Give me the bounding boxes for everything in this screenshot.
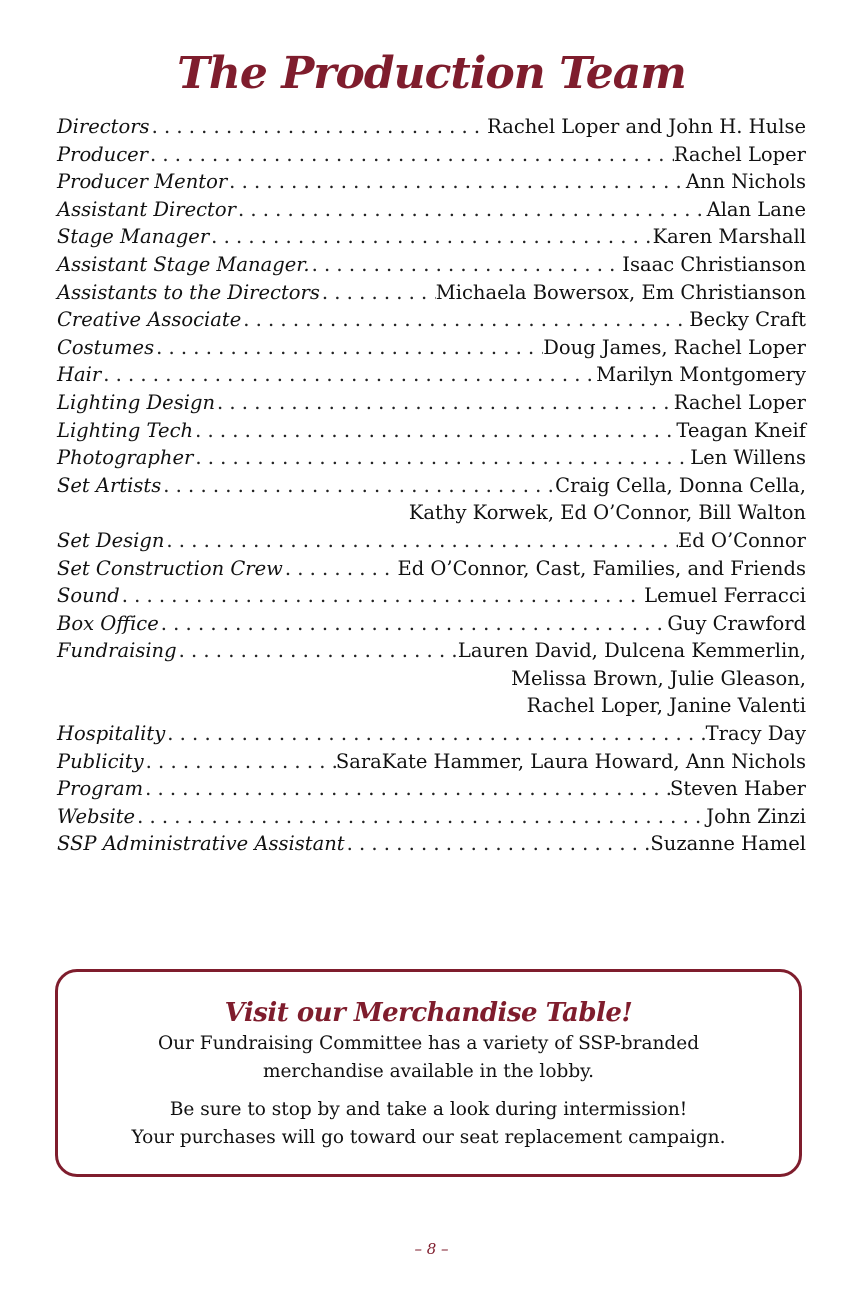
- credit-line-continued: [57, 692, 806, 720]
- credit-role: Assistant Director: [57, 197, 236, 221]
- credit-names: Kathy Korwek, Ed O’Connor, Bill Walton: [408, 501, 806, 525]
- credit-role: Stage Manager: [57, 225, 210, 249]
- credit-line: [57, 637, 806, 665]
- credit-role: Publicity: [57, 749, 144, 773]
- credit-names: Ed O’Connor: [678, 528, 806, 552]
- credit-role: Creative Associate: [57, 308, 242, 332]
- dot-leader: [163, 472, 555, 500]
- dot-leader: [122, 582, 644, 610]
- dot-leader: [137, 803, 706, 831]
- credit-role: Hair: [57, 363, 102, 387]
- dot-leader: [211, 223, 652, 251]
- dot-leader: [238, 196, 707, 224]
- credit-line: [57, 279, 806, 307]
- page-title: The Production Team: [177, 48, 686, 99]
- credit-line: [57, 830, 806, 858]
- credit-line: [57, 472, 806, 500]
- credit-names: Lauren David, Dulcena Kemmerlin,: [457, 639, 806, 663]
- dot-leader: [229, 168, 686, 196]
- dot-leader: [195, 444, 690, 472]
- credit-role: Set Construction Crew: [57, 556, 283, 580]
- credit-line-continued: [57, 665, 806, 693]
- credit-role: Assistants to the Directors: [57, 280, 320, 304]
- credit-names: Rachel Loper and John H. Hulse: [487, 115, 806, 138]
- credit-line: [57, 748, 806, 776]
- credit-names: Michaela Bowersox, Em Christianson: [435, 280, 806, 304]
- credit-names: Alan Lane: [706, 197, 806, 221]
- credit-role: Photographer: [57, 446, 194, 470]
- credit-names: SaraKate Hammer, Laura Howard, Ann Nichols: [335, 749, 806, 773]
- credit-names: Rachel Loper, Janine Valenti: [526, 694, 806, 718]
- dot-leader: [161, 610, 668, 638]
- credit-line: [57, 113, 806, 141]
- credit-line: [57, 610, 806, 638]
- credits-list: [57, 113, 806, 858]
- merchandise-title: Visit our Merchandise Table!: [224, 998, 633, 1028]
- credit-role: Lighting Tech: [57, 418, 194, 442]
- credit-line: [57, 223, 806, 251]
- dot-leader: [146, 748, 336, 776]
- dot-leader: [167, 720, 705, 748]
- merchandise-text-line: merchandise available in the lobby.: [262, 1061, 595, 1082]
- credit-names: Craig Cella, Donna Cella,: [555, 473, 806, 497]
- credit-role: Hospitality: [57, 722, 166, 746]
- credit-role: Costumes: [57, 335, 155, 359]
- credit-names: Suzanne Hamel: [650, 832, 806, 856]
- merchandise-text-line: Be sure to stop by and take a look during intermission!: [169, 1099, 688, 1120]
- credit-role: Box Office: [57, 611, 159, 635]
- dot-leader: [285, 555, 398, 583]
- credit-role: Set Artists: [57, 473, 162, 497]
- credit-line: [57, 582, 806, 610]
- credit-role: Lighting Design: [57, 390, 215, 414]
- credit-line-continued: [57, 499, 806, 527]
- credit-names: Doug James, Rachel Loper: [543, 335, 806, 359]
- dot-leader: [347, 830, 651, 858]
- credit-line: [57, 141, 806, 169]
- dot-leader: [152, 113, 488, 141]
- credit-role: SSP Administrative Assistant: [57, 832, 345, 856]
- credit-names: Lemuel Ferracci: [644, 584, 806, 608]
- credit-line: [57, 720, 806, 748]
- credit-role: Producer: [57, 142, 149, 166]
- credit-line: [57, 417, 806, 445]
- credit-names: Tracy Day: [705, 722, 806, 746]
- merchandise-box: [55, 969, 802, 1177]
- credit-role: Sound: [57, 584, 120, 608]
- credit-line: [57, 251, 806, 279]
- credit-line: [57, 389, 806, 417]
- dot-leader: [156, 334, 543, 362]
- credit-names: Ed O’Connor, Cast, Families, and Friends: [397, 556, 806, 580]
- credit-names: Isaac Christianson: [622, 252, 806, 276]
- credit-role: Assistant Stage Manager.: [57, 252, 310, 276]
- credit-names: Ann Nichols: [685, 170, 806, 194]
- credit-line: [57, 527, 806, 555]
- credit-role: Website: [57, 804, 136, 828]
- credit-names: John Zinzi: [706, 804, 806, 828]
- credit-names: Karen Marshall: [652, 225, 806, 249]
- credit-names: Becky Craft: [689, 308, 806, 332]
- credit-names: Melissa Brown, Julie Gleason,: [511, 666, 806, 690]
- credit-names: Steven Haber: [669, 777, 806, 801]
- credit-line: [57, 803, 806, 831]
- credit-line: [57, 555, 806, 583]
- dot-leader: [322, 279, 436, 307]
- credit-line: [57, 306, 806, 334]
- credit-line: [57, 196, 806, 224]
- credit-names: Rachel Loper: [673, 390, 806, 414]
- credit-line: [57, 444, 806, 472]
- credit-role: Program: [57, 777, 144, 801]
- credit-role: Directors: [57, 115, 150, 138]
- credit-role: Set Design: [57, 528, 165, 552]
- credit-line: [57, 775, 806, 803]
- dot-leader: [195, 417, 676, 445]
- credit-role: Fundraising: [57, 639, 177, 663]
- page-number: – 8 –: [414, 1240, 449, 1258]
- credit-line: [57, 168, 806, 196]
- dot-leader: [179, 637, 458, 665]
- dot-leader: [243, 306, 689, 334]
- credit-names: Teagan Kneif: [676, 418, 806, 442]
- merchandise-text-line: Our Fundraising Committee has a variety of SSP-branded: [157, 1033, 700, 1054]
- dot-leader: [145, 775, 670, 803]
- merchandise-text-line: Your purchases will go toward our seat replacement campaign.: [131, 1127, 726, 1148]
- credit-names: Marilyn Montgomery: [596, 363, 806, 387]
- dot-leader: [312, 251, 623, 279]
- credit-names: Guy Crawford: [667, 611, 806, 635]
- credit-role: Producer Mentor: [57, 170, 228, 194]
- credit-line: [57, 361, 806, 389]
- credit-names: Len Willens: [690, 446, 806, 470]
- dot-leader: [217, 389, 674, 417]
- credit-line: [57, 334, 806, 362]
- dot-leader: [150, 141, 674, 169]
- dot-leader: [103, 361, 596, 389]
- credit-names: Rachel Loper: [673, 142, 806, 166]
- dot-leader: [166, 527, 678, 555]
